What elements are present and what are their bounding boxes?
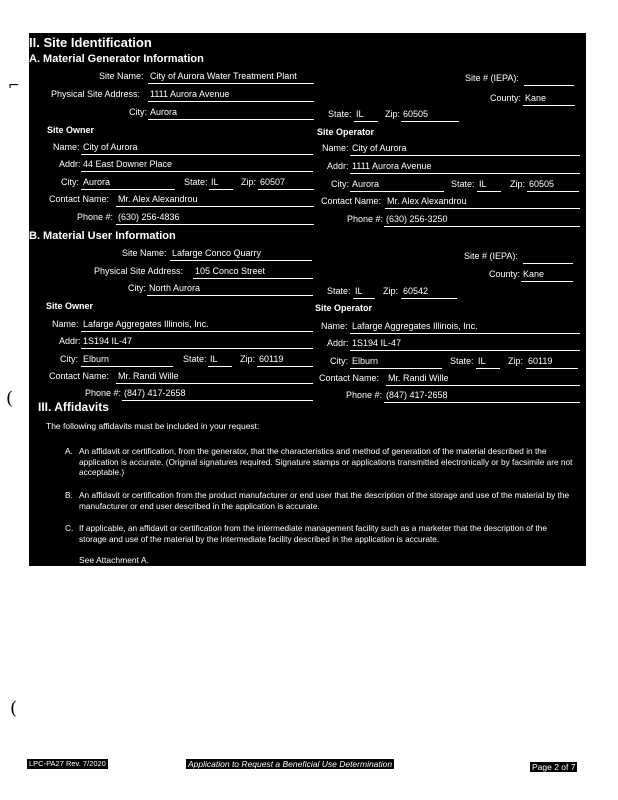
a-owner-state-line (209, 189, 233, 190)
scan-mark-middle: ( (6, 388, 14, 409)
b-operator-phone-label: Phone #: (346, 390, 383, 400)
b-operator-name-label: Name: (321, 321, 348, 331)
b-owner-name-value[interactable]: Lafarge Aggregates Illinois, Inc. (83, 319, 209, 329)
a-owner-contact-line (116, 206, 314, 207)
a-owner-addr-line (81, 171, 313, 172)
affidavit-a-label: A. (65, 446, 73, 456)
section-ii-title: II. Site Identification (29, 35, 152, 50)
a-phys-addr-value[interactable]: 1111 Aurora Avenue (150, 89, 230, 99)
a-operator-addr-value[interactable]: 1111 Aurora Avenue (352, 161, 432, 171)
b-operator-name-line (350, 333, 580, 334)
a-operator-city-value[interactable]: Aurora (352, 179, 380, 189)
a-operator-state-label: State: (451, 179, 475, 189)
a-state-label: State: (328, 109, 352, 119)
b-phys-addr-label: Physical Site Address: (94, 266, 184, 276)
a-city-label: City: (129, 107, 147, 117)
b-state-value[interactable]: IL (355, 286, 363, 296)
b-operator-state-label: State: (450, 356, 474, 366)
b-owner-city-value[interactable]: Elburn (83, 354, 110, 364)
b-state-line (353, 298, 375, 299)
a-operator-zip-label: Zip: (510, 179, 526, 189)
affidavit-a (65, 446, 575, 478)
section-b-title: B. Material User Information (29, 230, 176, 242)
a-county-value[interactable]: Kane (525, 93, 547, 103)
b-city-value[interactable]: North Aurora (149, 283, 201, 293)
a-zip-label: Zip: (385, 109, 401, 119)
footer-doc-title: Application to Request a Beneficial Use Determination (188, 759, 393, 769)
b-site-name-value[interactable]: Lafarge Conco Quarry (172, 248, 262, 258)
a-operator-city-line (350, 191, 444, 192)
a-operator-state-value[interactable]: IL (479, 179, 487, 189)
b-operator-zip-value[interactable]: 60119 (528, 356, 553, 366)
affidavit-c (65, 523, 575, 544)
a-phys-addr-line (148, 101, 314, 102)
a-owner-phone-label: Phone #: (77, 212, 114, 222)
b-operator-state-line (476, 368, 500, 369)
affidavits-intro: The following affidavits must be included in your request: (46, 421, 260, 431)
a-zip-line (401, 121, 459, 122)
a-phys-addr-label: Physical Site Address: (51, 89, 141, 99)
b-owner-addr-value[interactable]: 1S194 IL-47 (83, 336, 133, 346)
b-operator-contact-line (386, 385, 580, 386)
section-a-title: A. Material Generator Information (29, 53, 204, 65)
a-owner-addr-value[interactable]: 44 East Downer Place (83, 159, 173, 169)
a-owner-state-label: State: (184, 177, 208, 187)
a-operator-state-line (477, 191, 501, 192)
b-owner-addr-line (81, 348, 313, 349)
b-owner-name-line (81, 331, 313, 332)
b-operator-contact-label: Contact Name: (319, 373, 380, 383)
b-operator-city-label: City: (330, 356, 348, 366)
affidavit-b (65, 490, 575, 511)
affidavit-c-text: If applicable, an affidavit or certification from the intermediate management facility such as a marketer that the description of the storage and use of the material by the intermediate facility described in the application is accurate. (79, 523, 547, 544)
affidavit-c-label: C. (65, 523, 74, 533)
a-operator-phone-label: Phone #: (347, 214, 384, 224)
section-iii-title: III. Affidavits (38, 400, 109, 414)
b-owner-addr-label: Addr: (59, 336, 81, 346)
a-operator-name-line (350, 155, 580, 156)
affidavit-b-text: An affidavit or certification from the product manufacturer or end user that the description of the storage and use of the material by the manufacturer or end user described in the application is accurate. (79, 490, 570, 511)
b-site-num-label: Site # (IEPA): (464, 251, 518, 261)
b-owner-zip-label: Zip: (240, 354, 256, 364)
b-owner-title: Site Owner (46, 301, 94, 311)
b-owner-state-line (208, 366, 232, 367)
b-operator-contact-value[interactable]: Mr. Randi Wille (388, 373, 449, 383)
a-operator-contact-label: Contact Name: (321, 196, 382, 206)
a-owner-city-label: City: (61, 177, 79, 187)
a-owner-contact-value[interactable]: Mr. Alex Alexandrou (118, 194, 198, 204)
a-city-value[interactable]: Aurora (150, 107, 178, 117)
b-phys-addr-value[interactable]: 105 Conco Street (195, 266, 266, 276)
b-owner-name-label: Name: (52, 319, 79, 329)
b-site-name-label: Site Name: (122, 248, 167, 258)
b-operator-city-line (350, 368, 442, 369)
a-owner-name-line (81, 154, 313, 155)
b-owner-state-label: State: (183, 354, 207, 364)
a-zip-value[interactable]: 60505 (403, 109, 429, 119)
b-site-name-line (170, 260, 312, 261)
a-site-name-label: Site Name: (99, 71, 144, 81)
b-operator-title: Site Operator (315, 303, 373, 313)
a-owner-phone-value[interactable]: (630) 256-4836 (118, 212, 180, 222)
a-city-line (148, 119, 314, 120)
a-owner-zip-label: Zip: (241, 177, 257, 187)
a-state-value[interactable]: IL (356, 109, 364, 119)
a-county-line (523, 105, 575, 106)
b-state-label: State: (327, 286, 351, 296)
b-owner-phone-value[interactable]: (847) 417-2658 (124, 388, 186, 398)
a-county-label: County: (490, 93, 522, 103)
footer-page-number: Page 2 of 7 (532, 762, 576, 772)
scan-mark-bottom: ( (10, 698, 18, 719)
b-owner-zip-value[interactable]: 60119 (259, 354, 284, 364)
a-operator-zip-line (527, 191, 579, 192)
a-owner-zip-line (258, 189, 314, 190)
b-operator-state-value[interactable]: IL (478, 356, 486, 366)
a-owner-phone-line (116, 224, 314, 225)
a-operator-phone-value[interactable]: (630) 256-3250 (386, 214, 448, 224)
b-owner-contact-line (116, 383, 313, 384)
b-owner-zip-line (257, 366, 313, 367)
b-operator-city-value[interactable]: Elburn (352, 356, 379, 366)
b-city-label: City: (128, 283, 146, 293)
a-owner-addr-label: Addr: (59, 159, 81, 169)
a-owner-city-line (81, 189, 175, 190)
a-operator-addr-line (350, 173, 580, 174)
a-owner-title: Site Owner (47, 125, 95, 135)
a-owner-state-value[interactable]: IL (211, 177, 219, 187)
b-zip-label: Zip: (383, 286, 399, 296)
b-operator-zip-line (526, 368, 578, 369)
b-owner-state-value[interactable]: IL (210, 354, 218, 364)
b-owner-contact-label: Contact Name: (49, 371, 110, 381)
b-owner-city-label: City: (60, 354, 78, 364)
scan-mark-top: ⌐ (8, 78, 20, 94)
form-panel (29, 33, 586, 566)
b-owner-phone-label: Phone #: (85, 388, 122, 398)
a-operator-city-label: City: (331, 179, 349, 189)
see-attachment: See Attachment A. (79, 555, 149, 565)
a-owner-name-label: Name: (53, 142, 80, 152)
b-operator-phone-value[interactable]: (847) 417-2658 (386, 390, 448, 400)
b-zip-line (401, 298, 457, 299)
b-phys-addr-line (193, 278, 313, 279)
b-owner-city-line (81, 366, 173, 367)
b-operator-zip-label: Zip: (508, 356, 524, 366)
a-operator-addr-label: Addr: (327, 161, 349, 171)
b-county-line (521, 281, 573, 282)
a-operator-title: Site Operator (317, 127, 375, 137)
a-site-name-value[interactable]: City of Aurora Water Treatment Plant (150, 71, 297, 81)
a-owner-city-value[interactable]: Aurora (83, 177, 111, 187)
a-operator-contact-value[interactable]: Mr. Alex Alexandrou (387, 196, 467, 206)
b-owner-phone-line (122, 400, 313, 401)
a-owner-contact-label: Contact Name: (49, 194, 110, 204)
b-operator-name-value[interactable]: Lafarge Aggregates Illinois, Inc. (352, 321, 478, 331)
b-city-line (147, 295, 313, 296)
b-zip-value[interactable]: 60542 (403, 286, 429, 296)
a-owner-name-value[interactable]: City of Aurora (83, 142, 138, 152)
footer-form-id: LPC-PA27 Rev. 7/2020 (29, 759, 106, 768)
a-site-name-line (148, 83, 314, 84)
a-operator-name-value[interactable]: City of Aurora (352, 143, 407, 153)
affidavit-a-text: An affidavit or certification, from the generator, that the characteristics and method of generation of the material described in the application is accurate. (Original signatures required. Signature stamps or applications transmitted electronically or by facsimile are not acceptable.) (79, 446, 573, 477)
b-operator-addr-line (350, 350, 580, 351)
b-operator-addr-label: Addr: (327, 338, 349, 348)
b-county-label: County: (489, 269, 521, 279)
b-county-value[interactable]: Kane (523, 269, 545, 279)
b-site-num-line (523, 263, 573, 264)
b-operator-addr-value[interactable]: 1S194 IL-47 (352, 338, 402, 348)
a-site-num-line (524, 85, 574, 86)
a-state-line (354, 121, 378, 122)
a-site-num-label: Site # (IEPA): (465, 73, 519, 83)
b-operator-phone-line (384, 402, 580, 403)
a-operator-name-label: Name: (322, 143, 349, 153)
a-operator-zip-value[interactable]: 60505 (529, 179, 555, 189)
a-operator-phone-line (384, 226, 580, 227)
affidavit-b-label: B. (65, 490, 73, 500)
a-owner-zip-value[interactable]: 60507 (260, 177, 286, 187)
b-owner-contact-value[interactable]: Mr. Randi Wille (118, 371, 179, 381)
a-operator-contact-line (385, 208, 580, 209)
